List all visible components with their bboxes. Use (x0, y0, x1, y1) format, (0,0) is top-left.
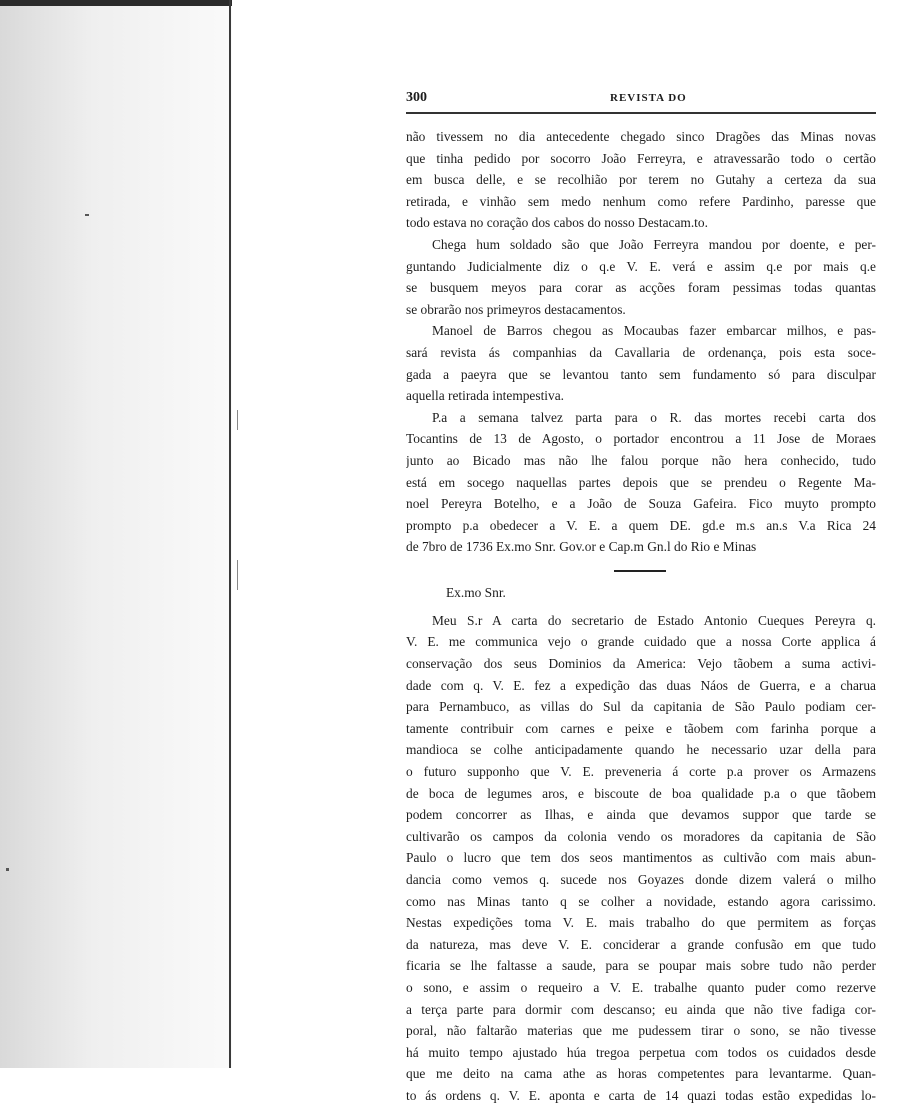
text-line: como nas Minas tanto q se colher a novidade, estando agora carissimo. (406, 893, 876, 909)
text-line: para Pernambuco, as villas do Sul da capitania de São Paulo podiam cer- (406, 699, 876, 715)
text-line: noel Pereyra Botelho, e a João de Souza Gafeira. Fico muyto prompto (406, 496, 876, 512)
text-line: Manoel de Barros chegou as Mocaubas fazer embarcar milhos, e pas- (432, 323, 876, 339)
text-line: se obrarão nos primeyros destacamentos. (406, 301, 626, 317)
text-line: dade com q. V. E. fez a expedição das duas Náos de Guerra, e a charua (406, 677, 876, 693)
text-line: junto ao Bicado mas não lhe falou porque não hera conhecido, tudo (406, 452, 876, 468)
text-line: poral, não faltarão materias que me pudessem tirar o sono, se não tivesse (406, 1023, 876, 1039)
text-line: o futuro supponho que V. E. preveneria á corte p.a prover os Armazens (406, 764, 876, 780)
page-number: 300 (406, 90, 427, 105)
page-edge-shadow (0, 0, 232, 6)
text-line: que tinha pedido por socorro João Ferreyra, e atravessarão todo o certão (406, 150, 876, 166)
text-line: prompto p.a obedecer a V. E. a quem DE. gd.e m.s an.s V.a Rica 24 (406, 517, 876, 533)
text-line: Nestas expedições toma V. E. mais trabalho do que permitem as forças (406, 915, 876, 931)
binding-fold-line (229, 0, 231, 1068)
letter-1-body (406, 126, 876, 558)
text-line: Chega hum soldado são que João Ferreyra mandou por doente, e per- (432, 236, 876, 252)
text-line: ficaria se lhe faltasse a saude, para se poupar mais sobre tudo não perder (406, 958, 876, 974)
text-line: da natureza, mas deve V. E. conciderar a grande confusão em que tudo (406, 936, 876, 952)
text-line: Meu S.r A carta do secretario de Estado Antonio Cueques Pereyra q. (432, 612, 876, 628)
book-page (406, 90, 876, 1103)
text-line: sará revista ás companhias da Cavallaria de ordenança, pois esta soce- (406, 344, 876, 360)
text-line: que me deito na cama athe as horas competentes para levantarme. Quan- (406, 1066, 876, 1082)
text-line: V. E. me communica vejo o grande cuidado que a nossa Corte applica á (406, 634, 876, 650)
text-line: em busca delle, e se recolhião por terem no Gutahy a certeza da sua (406, 172, 876, 188)
letter-2-body (406, 610, 876, 1107)
text-line: dancia como vemos q. sucede nos Goyazes donde dizem valerá o milho (406, 872, 876, 887)
section-separator (614, 570, 666, 572)
scan-speck (6, 868, 9, 871)
text-line: se busquem meyos para corar as acções foram pessimas todas quantas (406, 280, 876, 296)
text-line: todo estava no coração dos cabos do nosso Destacam.to. (406, 215, 708, 231)
text-line: mandioca se colhe anticipadamente quando he necessario uzar della para (406, 742, 876, 758)
text-line: tamente contribuir com carnes e peixe e tãobem com farinha porque a (406, 720, 876, 736)
text-line: está em socego naquellas partes depois que se prendeu o Regente Ma- (406, 474, 876, 490)
scan-speck (85, 214, 89, 216)
scan-speck (237, 410, 238, 430)
text-line: gada a paeyra que se levantou tanto sem fundamento só para disculpar (406, 366, 876, 382)
book-binding-gutter (0, 0, 232, 1068)
text-line: P.a a semana talvez parta para o R. das mortes recebi carta dos (432, 409, 876, 425)
running-header (406, 90, 876, 114)
text-line: podem concorrer as Ilhas, e ainda que devamos suppor que tarde se (406, 807, 876, 823)
text-line: guntando Judicialmente diz o q.e V. E. verá e assim q.e por mais q.e (406, 258, 876, 274)
text-line: Paulo o lucro que tem dos seos mantimentos as cultivão com mais abun- (406, 850, 876, 866)
text-line: to ás ordens q. V. E. aponta e carta de 14 quazi todas estão expedidas lo- (406, 1087, 876, 1103)
text-line: Tocantins de 13 de Agosto, o portador encontrou a 11 Jose de Moraes (406, 431, 876, 447)
text-line: de 7bro de 1736 Ex.mo Snr. Gov.or e Cap.m Gn.l do Rio e Minas (406, 539, 757, 555)
text-line: não tivessem no dia antecedente chegado sinco Dragões das Minas novas (406, 129, 876, 144)
text-line: a terça parte para dormir com descanso; eu ainda que não tive fadiga cor- (406, 1001, 876, 1017)
text-line: de boca de legumes aros, e biscoute de boa qualidade p.a o que tãobem (406, 785, 876, 801)
text-line: o sono, e assim o requeiro a V. E. trabalhe quanto puder como rezerve (406, 979, 876, 995)
letter-2-salutation: Ex.mo Snr. (446, 584, 506, 600)
text-line: conservação dos seus Dominios da America: Vejo tãobem a suma activi- (406, 656, 876, 672)
text-line: aquella retirada intempestiva. (406, 388, 565, 404)
scan-speck (237, 560, 238, 590)
text-line: cultivarão os campos da colonia vendo os moradores da capitania de São (406, 828, 876, 844)
text-line: há muito tempo ajustado húa tregoa perpetua com todos os cuidados desde (406, 1044, 876, 1060)
text-line: retirada, e vinhão sem medo nenhum como refere Pardinho, paresse que (406, 193, 876, 209)
running-title: REVISTA DO (610, 92, 687, 104)
